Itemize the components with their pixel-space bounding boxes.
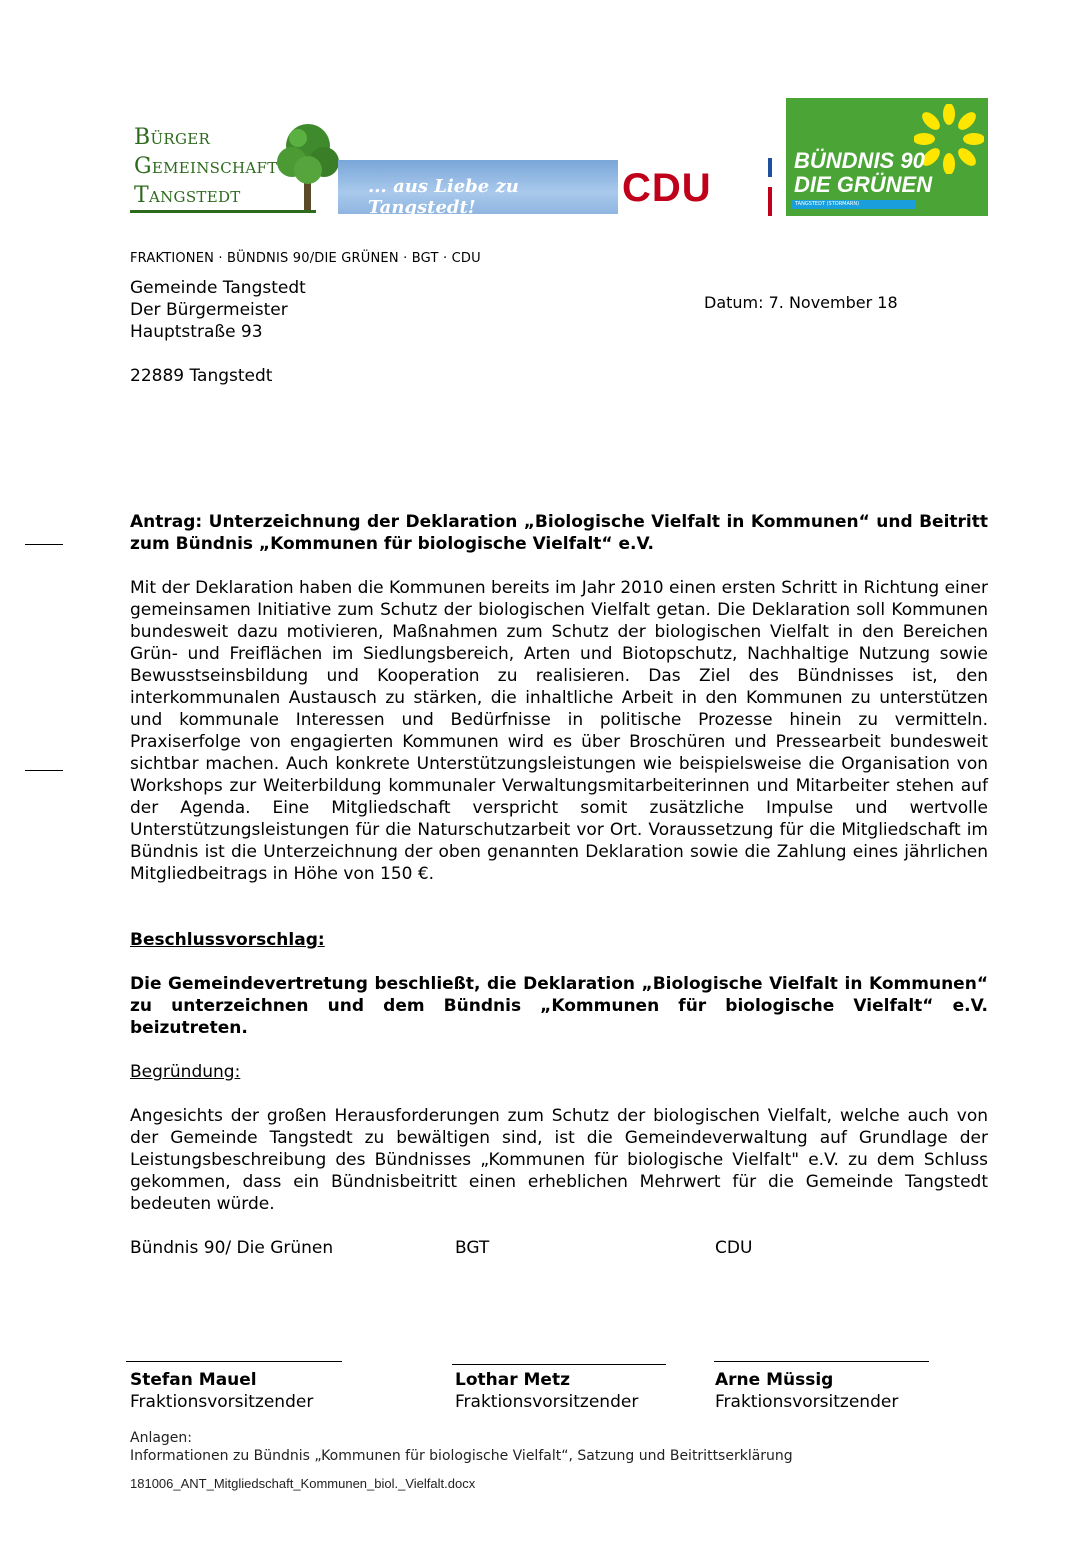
gruene-subline: TANGSTEDT (STORMARN) <box>792 200 915 209</box>
paragraph-intro: Mit der Deklaration haben die Kommunen bereits im Jahr 2010 einen ersten Schritt in Richtung einer gemeinsamen Initiative zum Schutz der biologischen Vielfalt getan. Die Deklaration soll Kommunen bundesweit dazu motivieren, Maßnahmen zum Schutz der biologischen Vielfalt in den Bereichen Grün- und Freiflächen im Siedlungsbereich, Arten und Biotopschutz, Nachhaltige Nutzung sowie Bewusstseinsbildung und Kooperation zu realisieren. Das Ziel des Bündnisses ist, den interkommunalen Austausch zu stärken, die inhaltliche Arbeit in den Kommunen zu unterstützen und kommunale Interessen und Bedürfnisse in politische Prozesse hinein zu vermitteln. Praxiserfolge von engagierten Kommunen wird es über Broschüren und Pressearbeit bundesweit sichtbar machen. Auch konkrete Unterstützungsleistungen wie beispielsweise die Organisation von Workshops zur Weiterbildung kommunaler Verwaltungsmitarbeiterinnen und Mitarbeiter stehen auf der Agenda. Eine Mitgliedschaft verspricht somit zusätzliche Impulse und wertvolle Unterstützungsleistungen für die Naturschutzarbeit vor Ort. Voraussetzung für die Mitgliedschaft im Bündnis ist die Unterzeichnung der oben genannten Deklaration sowie die Zahlung eines jährlichen Mitgliedbeitrags in Höhe von 150 €. <box>130 578 988 884</box>
filename: 181006_ANT_Mitgliedschaft_Kommunen_biol._Vielfalt.docx <box>130 1476 476 1491</box>
gruene-logo <box>786 98 988 216</box>
party-cdu: CDU <box>715 1238 753 1258</box>
cdu-slogan: ... aus Liebe zu Tangstedt! <box>368 176 519 218</box>
cdu-flag-stripe <box>768 158 772 216</box>
recipient-line-2: Der Bürgermeister <box>130 300 288 320</box>
tree-icon <box>276 120 340 212</box>
signature-line-1 <box>126 1361 342 1362</box>
attachments-text: Informationen zu Bündnis „Kommunen für biologische Vielfalt“, Satzung und Beitrittserklärung <box>130 1448 793 1464</box>
signature-line-3 <box>714 1361 929 1362</box>
recipient-city: 22889 Tangstedt <box>130 366 273 386</box>
bgt-logo <box>130 120 338 216</box>
sender-line: FRAKTIONEN · BÜNDNIS 90/DIE GRÜNEN · BGT · CDU <box>130 251 481 266</box>
gruene-line1: BÜNDNIS 90 <box>794 148 925 173</box>
recipient-address <box>130 277 306 387</box>
letter-date: Datum: 7. November 18 <box>704 293 898 312</box>
signatory-role: Fraktionsvorsitzender <box>130 1392 314 1412</box>
attachments-label: Anlagen: <box>130 1430 193 1446</box>
fold-mark <box>25 544 63 545</box>
cdu-wordmark: CDU <box>622 166 712 210</box>
signatory-2 <box>455 1369 638 1413</box>
signatory-1 <box>130 1369 313 1413</box>
signatory-role: Fraktionsvorsitzender <box>715 1392 899 1412</box>
gruene-line2: DIE GRÜNEN <box>794 172 933 197</box>
proposal-text: Die Gemeindevertretung beschließt, die Deklaration „Biologische Vielfalt in Kommunen“ zu unterzeichnen und dem Bündnis „Kommunen für biologische Vielfalt“ e.V. beizutreten. <box>130 974 988 1038</box>
bgt-underline <box>130 210 316 213</box>
signatory-name: Lothar Metz <box>455 1370 570 1390</box>
signatory-name: Arne Müssig <box>715 1370 834 1390</box>
reason-text: Angesichts der großen Herausforderungen zum Schutz der biologischen Vielfalt, welche auch von der Gemeinde Tangstedt zu bewältigen sind, ist die Gemeindeverwaltung auf Grundlage der Leistungsbeschreibung des Bündnisses „Kommunen für biologische Vielfalt" e.V. zu dem Schluss gekommen, dass ein Bündnisbeitritt einen erheblichen Mehrwert für die Gemeinde Tangstedt bedeuten würde. <box>130 1106 988 1214</box>
bgt-logo-text: BÜRGER GEMEINSCHAFT TANGSTEDT <box>134 125 278 208</box>
reason-heading: Begründung: <box>130 1062 241 1082</box>
recipient-line-3: Hauptstraße 93 <box>130 322 263 342</box>
signatory-role: Fraktionsvorsitzender <box>455 1392 639 1412</box>
signature-line-2 <box>452 1364 666 1365</box>
party-bgt: BGT <box>455 1238 490 1258</box>
signatory-name: Stefan Mauel <box>130 1370 257 1390</box>
recipient-line-1: Gemeinde Tangstedt <box>130 278 306 298</box>
signatory-3 <box>715 1369 898 1413</box>
proposal-heading: Beschlussvorschlag: <box>130 930 325 950</box>
punch-mark <box>25 770 63 771</box>
subject: Antrag: Unterzeichnung der Deklaration „Biologische Vielfalt in Kommunen“ und Beitritt zum Bündnis „Kommunen für biologische Vielfalt“ e.V. <box>130 512 988 554</box>
cdu-logo <box>338 158 772 216</box>
party-gruene: Bündnis 90/ Die Grünen <box>130 1238 334 1258</box>
cdu-slogan-bar <box>338 160 618 218</box>
